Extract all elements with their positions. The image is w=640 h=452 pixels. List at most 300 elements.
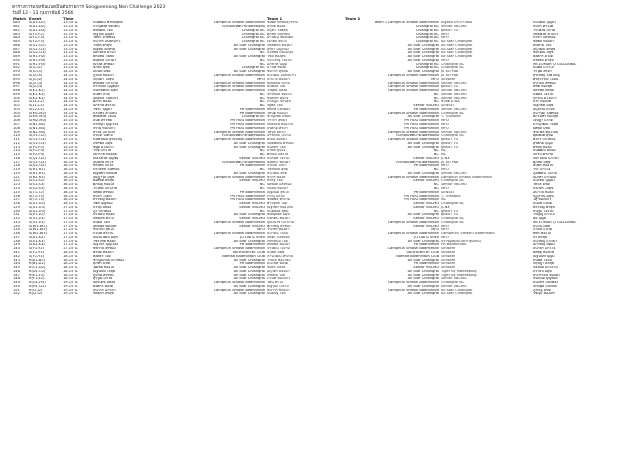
table-cell: ศรีสุวรรณ ใจมั่น	[533, 77, 559, 81]
table-cell: PR HUG Badminton	[404, 119, 439, 123]
table-cell: 19.15 น.	[63, 288, 79, 292]
table-cell: 18.15 น.	[63, 258, 79, 262]
table-cell: 105	[13, 115, 20, 119]
table-cell: โรงเรียนเทศบาลวัดศรีพันต้น	[221, 25, 265, 29]
table-cell: All Star Chiangrai	[233, 269, 265, 273]
table-cell: สุวิทย์ ทองดี	[267, 25, 286, 29]
table-cell: 14.15 น.	[63, 104, 79, 108]
table-cell: R(D1-C2)	[29, 269, 46, 273]
table-cell: Senior VBCMU	[413, 104, 439, 108]
table-cell: JCNX	[441, 205, 450, 209]
table-cell: 121	[13, 175, 20, 179]
table-cell: R(E1-F2)	[29, 273, 45, 277]
table-cell: Sinisam	[441, 251, 456, 254]
table-cell: ปิยะสวนพีระยะ Club	[406, 251, 439, 254]
table-cell: กิตติศักดิ์ ทองมา	[267, 43, 293, 47]
table-cell: ชาตรี สุขดี	[93, 66, 110, 70]
table-cell: กันตพงศ์ สุขดี	[267, 209, 289, 213]
table-cell: อภิวิชญ์ มีทอง	[533, 243, 555, 247]
table-cell: ณัฐวัตร บุญเรือง	[93, 243, 119, 247]
table-cell: ชยพล พรหมสุวรรณ	[267, 21, 298, 25]
table-cell: S(J1-J2)	[29, 77, 43, 81]
table-cell: 15.15 น.	[63, 156, 79, 160]
table-cell: ธีระ ทองแท้	[533, 100, 552, 104]
table-cell: S(O2-O3)	[29, 141, 46, 145]
table-cell: 094	[13, 74, 20, 78]
table-cell: MFU	[431, 228, 439, 232]
table-cell: 141	[13, 251, 20, 254]
table-cell: Senior VBCMU	[441, 89, 467, 93]
table-cell: 13.15 น.	[63, 55, 79, 59]
table-cell: Lamphun Smash Badminton	[388, 89, 439, 93]
table-cell: ธนภูมิ ใจงาม	[533, 209, 554, 213]
table-cell: วัชระ บุญมา	[93, 107, 113, 111]
table-cell: Senior VBCMU	[239, 217, 265, 221]
table-cell: 137	[13, 235, 20, 239]
table-cell: ศรัณย์ แสงใส	[267, 153, 289, 157]
table-cell: ศุภชัย มีสุข	[533, 160, 551, 164]
table-cell: S(I1-I3)	[29, 70, 43, 74]
table-cell: 089	[13, 55, 20, 59]
table-cell: 091	[13, 62, 20, 66]
table-cell: 108	[13, 126, 20, 130]
table-cell: กิตติภพ ศรีใจ	[93, 217, 114, 221]
table-cell: พีรพัฒน์ ใจดี	[93, 28, 113, 32]
table-cell: MFU	[441, 58, 449, 62]
table-cell: ชนกันต์ บุญทอง	[533, 277, 558, 281]
table-cell: 085	[13, 40, 20, 44]
table-cell: 131	[13, 213, 20, 217]
table-cell: ชาญวิทย์ มีทอง	[267, 115, 291, 119]
table-cell: Senior VBCMU	[239, 205, 265, 209]
table-cell: 15.15 น.	[63, 115, 79, 119]
table-cell: Senior VBCMU	[441, 183, 467, 187]
table-cell: R(H1-G2)	[29, 284, 46, 288]
table-cell: 13.15 น.	[63, 47, 79, 51]
table-cell: วศิน ศรีใจ	[267, 281, 283, 285]
table-cell: All Star Chiangrai	[233, 145, 265, 149]
table-cell: 13.15 น.	[63, 28, 79, 32]
table-cell: Ju XO Pao	[441, 70, 459, 74]
table-cell: S(W1-W2)	[29, 224, 47, 228]
table-cell: Nomad Badminton Club	[222, 254, 265, 258]
table-cell: R(B1-A2)	[29, 262, 46, 266]
table-cell: PR HUG Badminton	[230, 194, 265, 198]
table-cell: All Star Chiangrai	[233, 239, 265, 243]
table-cell: 16.15 น.	[63, 202, 79, 206]
table-cell: Lamphun Smash Badminton	[441, 175, 492, 179]
table-cell: S(N1-N2)	[29, 122, 46, 126]
table-cell: All Star Chiangrai	[233, 171, 265, 175]
table-cell: NC	[259, 58, 265, 62]
table-cell: 107	[13, 122, 20, 126]
table-cell: Mr.ZOMAR Q GUZZARAL	[533, 220, 577, 224]
table-cell: สุทธิพงษ์ ใจมั่น	[93, 115, 117, 119]
table-cell: Chiangrai BC	[241, 66, 265, 70]
table-cell: ธีรพงษ์ คำสุข	[533, 58, 554, 62]
table-cell: 16.15 น.	[63, 198, 79, 202]
table-cell: Senior VBCMU	[441, 81, 467, 85]
table-cell: กิตติกร ศรีสุข	[93, 292, 114, 296]
table-cell: ประพันธ์ บุญทอง	[93, 85, 119, 89]
table-cell: All Star Chiangrai	[233, 258, 265, 262]
table-cell: 103	[13, 107, 20, 111]
table-cell: S(T1-T3)	[29, 194, 45, 198]
table-cell: วัชรพงษ์ สุขดี	[267, 168, 289, 172]
table-cell: ธนกร ศรีวงศ์	[533, 25, 554, 29]
table-cell: กฤษฎา ศรีสุข	[533, 262, 555, 266]
table-cell: NC	[259, 168, 265, 172]
table-cell: ธนากร อินทร์แก้ว	[93, 40, 121, 44]
table-cell: พิสิษฐ์ ทองแท้	[533, 251, 555, 254]
table-cell: PR Badminton	[441, 243, 467, 247]
table-cell: วิศรุต ดีมาก	[267, 130, 286, 134]
table-cell: Senior VBCMU	[441, 130, 467, 134]
table-cell: ธนวัฒน์ จันทร์แก้ว	[267, 74, 296, 78]
column-header: Match	[13, 17, 27, 21]
table-cell: S(M1-M3)	[29, 115, 47, 119]
table-cell: Senior VBCMU	[239, 224, 265, 228]
table-cell: เกียรติศักดิ์ มีสุข	[93, 89, 118, 93]
table-cell: S(K2-K3)	[29, 96, 45, 100]
table-cell: Lamphun Smash Badminton	[214, 81, 265, 85]
table-cell: สุรศักดิ์ บุญมี	[533, 141, 553, 145]
table-cell: S(X1-X2)	[29, 235, 45, 239]
table-cell: กิตติพัฒน์ ศรีทอง	[267, 141, 294, 145]
table-cell: PR HUG Badminton	[230, 126, 265, 130]
table-cell: S(O1-O3)	[29, 138, 46, 142]
table-cell: ปิยะวัฒน์ แก้วมา	[533, 156, 560, 160]
table-cell: MFU	[441, 122, 449, 126]
table-cell: PR HUG Badminton	[230, 122, 265, 126]
table-cell: ธีรวัฒน์ ทองดี	[93, 213, 115, 217]
table-cell: 119	[13, 168, 20, 172]
table-cell: 135	[13, 228, 20, 232]
table-cell: พุฒิพงศ์ สุขดี	[533, 134, 554, 138]
table-cell: ธนโชติ ทองดี	[267, 262, 289, 266]
table-cell: ธนิต ศรีวิชัย	[93, 119, 112, 123]
table-cell: 142	[13, 254, 20, 258]
table-cell: 13.15 น.	[63, 66, 79, 70]
table-cell: 112	[13, 141, 20, 145]
table-cell: S(I2-I3)	[29, 74, 43, 78]
table-cell: ยุทธนา TU	[441, 145, 459, 149]
table-cell: S(G2-G3)	[29, 51, 46, 55]
table-cell: 18.15 น.	[63, 262, 79, 266]
table-cell: 138	[13, 239, 20, 243]
table-cell: พชร ทองใบ	[533, 232, 552, 236]
table-cell: ณัฐกิตติ์ มีสุข	[533, 104, 554, 108]
table-cell: MFU	[431, 77, 439, 81]
table-cell: PR Badminton	[239, 107, 265, 111]
table-cell: ปุณณวิช แก้วงาม	[267, 220, 295, 224]
table-cell: 17.15 น.	[63, 213, 79, 217]
table-cell: ธนวิน มีชัย	[533, 224, 551, 228]
table-cell: ธนภัทร แสงทอง	[533, 281, 559, 285]
table-cell: All Star Chiangrai	[233, 266, 265, 270]
table-cell: ชยุต ดวงแก้ว	[93, 145, 114, 149]
table-cell: ธนาคิน ใจมั่น	[267, 232, 289, 236]
table-cell: Lamphun Smash Badminton	[214, 138, 265, 142]
table-cell: สุธี บุญมี	[533, 217, 547, 221]
table-cell: NC	[259, 96, 265, 100]
table-cell: 14.15 น.	[63, 100, 79, 104]
table-cell: 16.15 น.	[63, 175, 79, 179]
table-cell: NC	[441, 149, 447, 153]
table-cell: Sinisam	[441, 262, 456, 266]
table-cell: S(Q2-Q3)	[29, 164, 46, 168]
table-cell: Senior VBCMU	[441, 284, 467, 288]
table-cell: 17.15 น.	[63, 235, 79, 239]
table-cell: 14.15 น.	[63, 96, 79, 100]
table-cell: 129	[13, 205, 20, 209]
table-cell: Chiangrai BC	[441, 281, 465, 285]
table-cell: 118	[13, 164, 20, 168]
table-cell: Senior VBCMU	[441, 96, 467, 100]
column-header: Team 2	[345, 17, 361, 21]
table-cell: NC	[259, 186, 265, 190]
table-cell: Lamphun Smash Badminton	[388, 175, 439, 179]
table-cell: Senior VBCMU	[413, 202, 439, 206]
table-cell: อนุสรณ์ ดวงดี	[533, 107, 555, 111]
table-cell: 140	[13, 247, 20, 251]
table-cell: สุภัทร มีชัย	[93, 262, 110, 266]
table-cell: เอกราช ทองสุข	[93, 153, 118, 157]
table-cell: NC	[433, 186, 439, 190]
table-cell: อภิชาติ บุญมี	[267, 62, 288, 66]
table-cell: วิชญะ ทองแท้	[533, 292, 555, 296]
table-cell: All Star Chiangrai	[407, 284, 439, 288]
table-cell: All Star Chiangrai	[407, 171, 439, 175]
table-cell: ชยพัทธ์ ศรีงาม	[267, 198, 290, 202]
table-cell: 16.15 น.	[63, 171, 79, 175]
table-cell: Ju XO Pao	[441, 160, 459, 164]
table-cell: จตุพล ศรีทอง	[93, 190, 114, 194]
table-cell: All Star Chiangrai	[233, 213, 265, 217]
table-cell: S(L1-L3)	[29, 104, 44, 108]
table-cell: All Star Chiangrai	[233, 43, 265, 47]
table-cell: Senior VBCMU	[239, 202, 265, 206]
table-cell: MFU	[257, 228, 265, 232]
table-cell: อรรถพล ใจงาม	[267, 134, 291, 138]
table-cell: Nomad Badminton Club	[396, 254, 439, 258]
table-cell: NC	[433, 149, 439, 153]
table-cell: ภวินท์ ทองแก้ว	[267, 277, 291, 281]
table-cell: S(J2-J3)	[29, 85, 43, 89]
table-cell: S(P1-P3)	[29, 149, 45, 153]
table-cell: Lamphun Smash Badminton	[214, 247, 265, 251]
table-cell: 14.15 น.	[63, 92, 79, 96]
table-cell: S(N1-N3)	[29, 126, 46, 130]
table-cell: All Star Chiangrai	[407, 269, 439, 273]
table-cell: ภูริณัฐ มีชัย	[533, 288, 551, 292]
table-cell: สิรวิชญ์ ทองคำ	[93, 198, 117, 202]
table-cell: สมพงษ์ ใจดี	[267, 85, 286, 89]
table-cell: ปิยะสวนพีระยะ Club	[232, 251, 265, 254]
table-cell: MFU	[441, 164, 449, 168]
table-cell: S(W2-W3)	[29, 232, 47, 236]
table-cell: MFU	[441, 168, 449, 172]
table-cell: 132	[13, 217, 20, 221]
table-cell: โรงเรียนเทศบาลวัดศรีพันต้น	[221, 160, 265, 164]
table-cell: ชิษณุพงศ์ มีสุข	[267, 213, 290, 217]
table-cell: 126	[13, 194, 20, 198]
table-cell: 16.15 น.	[63, 183, 79, 187]
table-cell: R(I1-J2)	[29, 288, 43, 292]
table-cell: R(J1-I2)	[29, 292, 43, 296]
table-cell: ณัฐพงษ์ ประภาวัฒน์	[441, 21, 473, 25]
table-cell: ภาณุพงศ์ ชัยรัตน์	[93, 25, 120, 29]
table-cell: ธนาธร แก้วใจ	[533, 247, 556, 251]
table-cell: อนุชา วงศ์สุข	[267, 28, 288, 32]
table-cell: MFU	[441, 228, 449, 232]
table-cell: นพรัตน์ ทองมา	[267, 217, 291, 221]
table-cell: วรเมธ ทองใหม่	[267, 258, 291, 262]
table-cell: Chiangrai BC	[441, 134, 465, 138]
table-cell: พีรวิชญ์ ศรีสุข	[533, 205, 555, 209]
table-cell: Chiangrai BC	[241, 115, 265, 119]
table-cell: กฤติน ทองมา	[267, 186, 288, 190]
table-cell: 15.15 น.	[63, 138, 79, 142]
table-cell: Sinisam	[441, 254, 456, 258]
table-cell: วรวิทย์ แก้วงาม	[93, 186, 118, 190]
table-cell: 16.15 น.	[63, 186, 79, 190]
table-cell: Lamphun Smash Badminton	[214, 85, 265, 89]
table-cell: MFU	[257, 77, 265, 81]
table-cell: Chiangrai BC	[441, 220, 465, 224]
table-cell: กิตติพงษ์ คำแก้ว	[533, 32, 559, 36]
table-cell: วรัญญู แก้วใจ	[533, 213, 555, 217]
table-cell: ประสิทธิ์ วงศ์ทอง	[93, 168, 120, 172]
table-cell: NC	[259, 209, 265, 213]
table-cell: ณรงค์ ศรีทอง	[93, 62, 115, 66]
table-cell: Ju XO Pao	[441, 74, 459, 78]
table-cell: NC	[259, 183, 265, 187]
table-cell: วิรัช แก้วใส	[93, 149, 111, 153]
table-cell: จักรพันธ์ ทองใบ	[267, 92, 292, 96]
table-cell: 111	[13, 138, 20, 142]
table-cell: 17.15 น.	[63, 220, 79, 224]
table-cell: อนันต์ มีชัย	[93, 70, 111, 74]
table-cell: Chiangrai BC	[441, 66, 465, 70]
table-cell: ยุทธนา TU	[441, 85, 459, 89]
table-cell: Senior VBCMU	[413, 224, 439, 228]
table-cell: จักริน ศรีงาม	[533, 153, 554, 157]
table-cell: ธนภัทร ใจดี	[267, 145, 286, 149]
table-cell: อำนาจ ทองคำ	[267, 77, 290, 81]
table-cell: ชนินทร์ สุขใจ	[267, 96, 289, 100]
table-cell: PR HUG Badminton	[230, 198, 265, 202]
table-cell: S(D1-D1)	[29, 21, 46, 25]
table-cell: ณัฐพล จันทร์ดี	[93, 47, 116, 51]
table-cell: NC	[259, 149, 265, 153]
table-cell: กฤษดา ใจสุข	[93, 77, 114, 81]
schedule-table	[12, 17, 630, 296]
table-cell: 096	[13, 81, 20, 85]
table-cell: PR Badminton	[239, 190, 265, 194]
table-cell: 13.15 น.	[63, 36, 79, 40]
table-cell: ณัฐวุฒิ ใจงาม	[267, 284, 289, 288]
table-cell: 113	[13, 145, 20, 149]
table-cell: Senior VBCMU	[413, 179, 439, 183]
table-cell: 150	[13, 284, 20, 288]
table-cell: Lamphun Smash Badminton	[388, 138, 439, 142]
table-cell: ปวริศ มีทอง	[93, 205, 112, 209]
table-cell: PR Badminton	[239, 111, 265, 115]
table-cell: All Star Chiangrai	[233, 273, 265, 277]
table-cell: 13.15 น.	[63, 62, 79, 66]
table-cell: ปฏิภาณ มีสุข	[533, 194, 554, 198]
table-cell: 088	[13, 51, 20, 55]
table-cell: Lamphun Smash Badminton	[214, 89, 265, 93]
table-cell: S(F1-F3)	[29, 36, 45, 40]
table-cell: Sinisam	[441, 258, 456, 262]
table-cell: 116	[13, 156, 20, 160]
table-cell: อนุวัฒน์ ศรีสุข	[533, 47, 556, 51]
table-cell: สมศักดิ์ แก้วมา	[93, 58, 117, 62]
table-cell: MFU	[441, 126, 449, 130]
table-cell: ศักดิ์ชัย วงศ์ดี	[93, 55, 114, 59]
table-cell: S(M2-M3)	[29, 119, 47, 123]
table-cell: ธราธิป มีสุข	[533, 269, 552, 273]
table-cell: สุรวุฒิ แก้วดี	[93, 277, 113, 281]
table-cell: S(Q1-Q2)	[29, 156, 46, 160]
table-cell: S(V1-V2)	[29, 213, 45, 217]
table-cell: Chiangrai BC	[441, 111, 465, 115]
table-cell: 14.15 น.	[63, 70, 79, 74]
table-cell: All Star Chiangrai	[233, 277, 265, 281]
table-cell: 16.15 น.	[63, 160, 79, 164]
table-cell: ธนวิชญ์ แก้วมา	[533, 239, 558, 243]
table-cell: พิทักษ์ แสงทอง	[267, 107, 290, 111]
table-cell: PR HUG Badminton	[404, 126, 439, 130]
table-cell: ชยากร สุขสม	[267, 70, 289, 74]
table-cell: All Star Chiangrai	[407, 273, 439, 277]
table-cell: Senior VBCMU	[441, 25, 467, 29]
table-cell: Senior VBCMU	[239, 156, 265, 160]
document-title: ตารางการแข่งขันแบดมินตันรายการ Songpeenong Nan Challenge 2023	[12, 5, 166, 10]
table-cell: ธนวัฒน์ ศรีดี	[267, 171, 288, 175]
table-cell: S(R1-R3)	[29, 171, 45, 175]
table-cell: Sinisam	[441, 266, 456, 270]
table-cell: All Star Chiangrai	[233, 70, 265, 74]
table-cell: S(F2-F3)	[29, 40, 45, 44]
table-cell: 127	[13, 198, 20, 202]
table-cell: ชยพล ทองคำ	[533, 40, 554, 44]
table-cell: ภัทรพล มีสุข	[93, 141, 113, 145]
table-cell: วีระพงษ์ แก้วดี	[533, 28, 556, 32]
table-cell: 14.15 น.	[63, 77, 79, 81]
table-cell: PR Badminton	[413, 262, 439, 266]
table-cell: อชิตะ แสงทอง	[267, 235, 290, 239]
table-cell: พงศกร ดวงดี	[533, 55, 554, 59]
table-cell: All Star Chiangrai	[233, 284, 265, 288]
table-cell: All Star Chiangrai	[407, 55, 439, 59]
table-cell: SENSEI	[441, 104, 454, 108]
table-cell: 087	[13, 47, 20, 51]
table-cell: R(F1-E2)	[29, 277, 45, 281]
table-cell: 104	[13, 111, 20, 115]
table-cell: 084	[13, 36, 20, 40]
column-header: Team 1	[267, 17, 283, 21]
table-cell: 13.15 น.	[63, 32, 79, 36]
table-cell: NC	[433, 100, 439, 104]
table-cell: Lamphun Smash Badminton	[388, 81, 439, 85]
table-cell: Chiangrai BC	[415, 36, 439, 40]
table-cell: Chiangrai BC	[415, 32, 439, 36]
table-cell: อิทธิพล ทองแท้	[93, 224, 117, 228]
table-cell: ธนวัฒน์ บุญมา	[533, 21, 557, 25]
